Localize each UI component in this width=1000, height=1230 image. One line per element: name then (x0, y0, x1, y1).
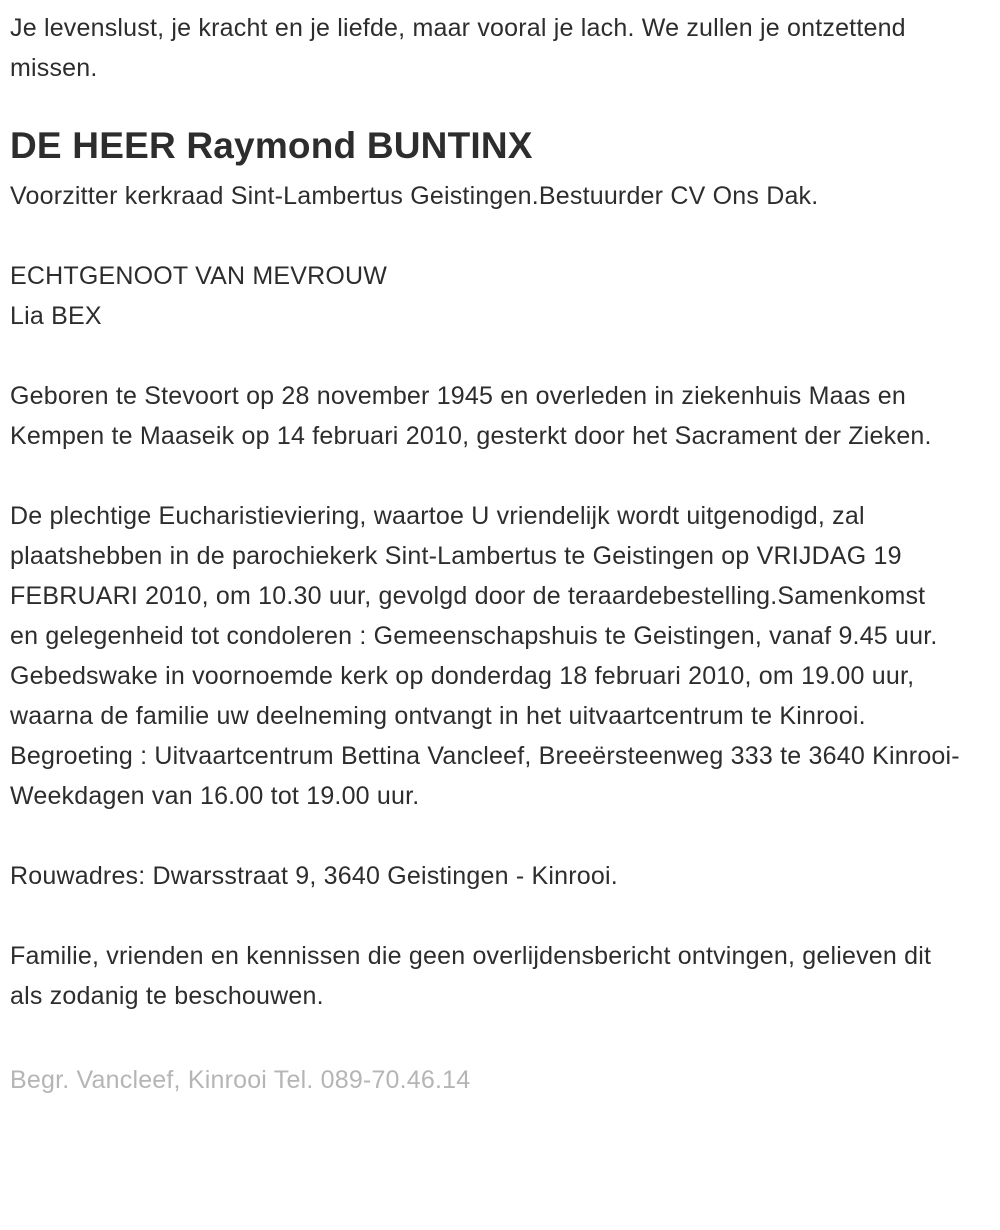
deceased-name-title: DE HEER Raymond BUNTINX (10, 125, 533, 166)
deceased-roles: Voorzitter kerkraad Sint-Lambertus Geistingen.Bestuurder CV Ons Dak. (10, 182, 819, 210)
greeting-text: Begroeting : Uitvaartcentrum Bettina Vancleef, Breeërsteenweg 333 te 3640 Kinrooi-Weekdagen van 16.00 tot 19.00 uur. (10, 742, 960, 810)
life-dates-text: Geboren te Stevoort op 28 november 1945 en overleden in ziekenhuis Maas en Kempen te Maaseik op 14 februari 2010, gesterkt door het Sacrament der Zieken. (10, 382, 932, 450)
spouse-block (10, 256, 960, 336)
notice-text: Familie, vrienden en kennissen die geen overlijdensbericht ontvingen, gelieven dit als zodanig te beschouwen. (10, 942, 932, 1010)
ceremony-block (10, 496, 960, 816)
spouse-name: Lia BEX (10, 302, 102, 330)
intro-text: Je levenslust, je kracht en je liefde, maar vooral je lach. We zullen je ontzettend missen. (10, 14, 906, 82)
spouse-label: ECHTGENOOT VAN MEVROUW (10, 262, 388, 290)
service-text: De plechtige Eucharistieviering, waartoe U vriendelijk wordt uitgenodigd, zal plaatshebben in de parochiekerk Sint-Lambertus te Geistingen op VRIJDAG 19 FEBRUARI 2010, om 10.30 uur, gevolgd door de teraardebestelling.Samenkomst en gelegenheid tot condoleren : Gemeenschapshuis te Geistingen, vanaf 9.45 uur. (10, 502, 938, 650)
funeral-home-text: Begr. Vancleef, Kinrooi Tel. 089-70.46.14 (10, 1066, 471, 1094)
wake-text: Gebedswake in voornoemde kerk op donderdag 18 februari 2010, om 19.00 uur, waarna de familie uw deelneming ontvangt in het uitvaartcentrum te Kinrooi. (10, 662, 915, 730)
mourning-address-text: Rouwadres: Dwarsstraat 9, 3640 Geistingen - Kinrooi. (10, 862, 618, 890)
